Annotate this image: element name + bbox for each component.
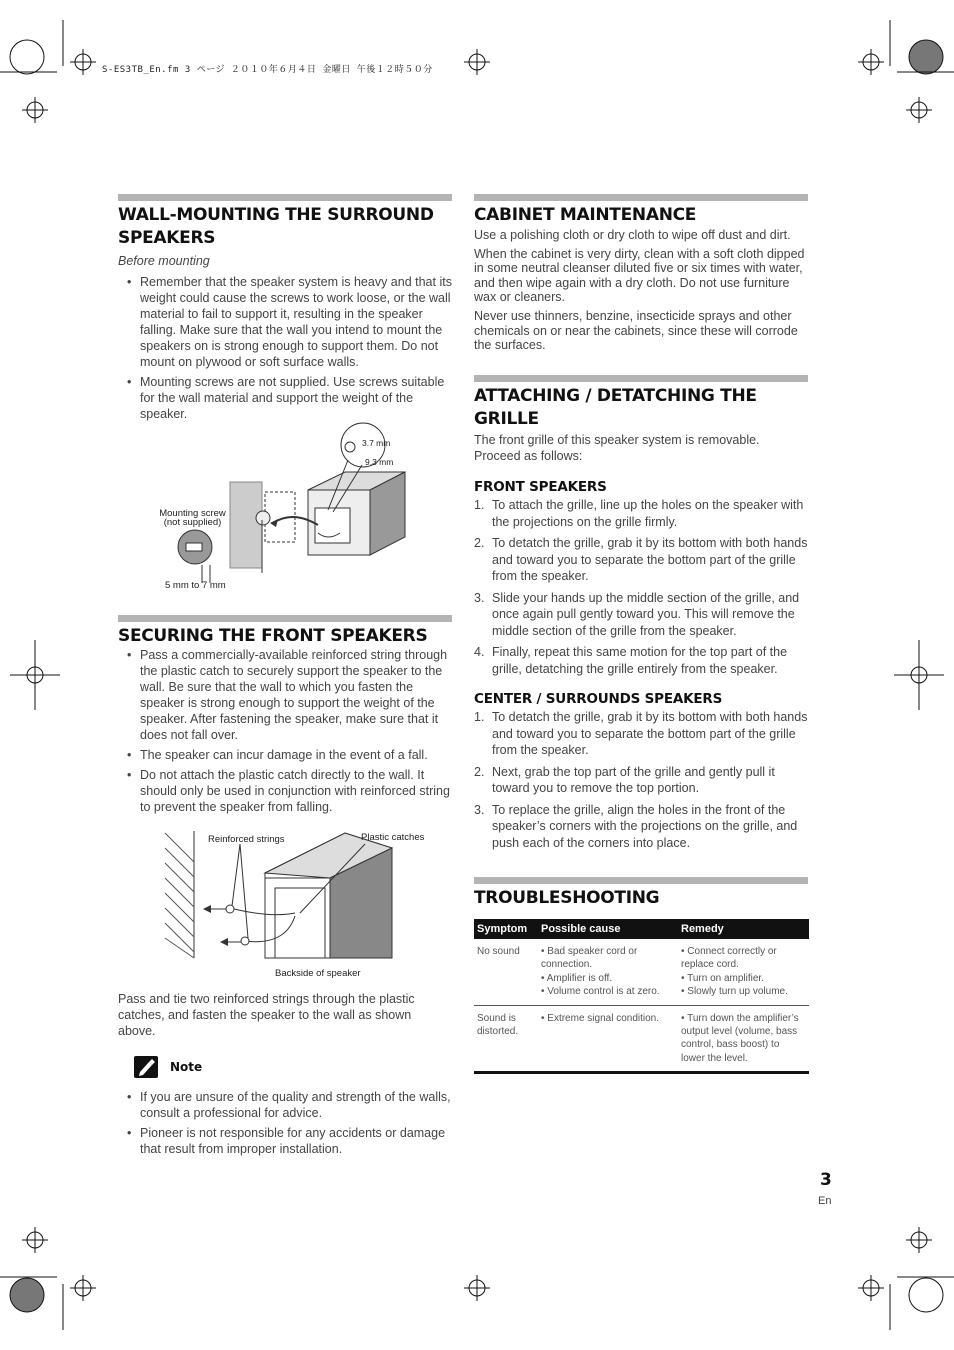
note-icon — [134, 1056, 158, 1078]
table-header-row — [474, 919, 809, 939]
wall-mount-figure — [150, 415, 450, 595]
subsection-title: CENTER / SURROUNDS SPEAKERS — [474, 691, 723, 707]
step-item: 3. To replace the grille, align the holes in the front of the speaker’s corners with the projections on the grille, and push each of the corners into place. — [474, 802, 798, 850]
step-item: 1. To detatch the grille, grab it by its bottom with both hands and toward you to separate the bottom part of the grille from the speaker. — [474, 710, 808, 757]
language-label: En — [818, 1195, 832, 1207]
bullet-item: • Pioneer is not responsible for any accidents or damage that result from improper installation. — [118, 1125, 452, 1157]
cause-item: • Amplifier is off. — [541, 972, 613, 984]
figure-label — [155, 509, 230, 527]
column-header: Possible cause — [538, 919, 678, 939]
cell-symptom: No sound — [474, 939, 538, 1005]
troubleshooting-table — [474, 919, 809, 1074]
section-title: TROUBLESHOOTING — [474, 888, 660, 908]
table-row — [474, 1005, 809, 1073]
label-depth: 5 mm to 7 mm — [165, 580, 226, 591]
section-title: WALL-MOUNTING THE SURROUND SPEAKERS — [118, 205, 434, 248]
table-row — [474, 939, 809, 1005]
bullet-item: • The speaker can incur damage in the event of a fall. — [118, 747, 452, 763]
note-list — [118, 1089, 452, 1161]
paragraph: Use a polishing cloth or dry cloth to wipe off dust and dirt. — [474, 228, 791, 242]
remedy-item: • Turn on amplifier. — [681, 972, 764, 984]
bullet-item: • If you are unsure of the quality and strength of the walls, consult a professional for advice. — [118, 1089, 452, 1121]
label-reinforced-strings: Reinforced strings — [208, 834, 285, 845]
label-3-7mm: 3.7 mm — [362, 438, 391, 448]
cell-symptom: Sound is distorted. — [474, 1005, 538, 1073]
cause-item: • Volume control is at zero. — [541, 986, 660, 998]
section-bar — [474, 375, 808, 382]
note-title: Note — [170, 1060, 203, 1074]
cell-causes — [538, 939, 678, 1005]
step-item: 2. To detatch the grille, grab it by its bottom with both hands and toward you to separate the bottom part of the grille from the speaker. — [474, 536, 808, 583]
bullet-item: • Mounting screws are not supplied. Use screws suitable for the wall material and support the weight of the speaker. — [118, 374, 452, 422]
cell-causes — [538, 1005, 678, 1073]
section-grille — [474, 385, 808, 856]
remedy-item: • Connect correctly or replace cord. — [681, 946, 777, 971]
label-mounting-screw: Mounting screw — [159, 508, 226, 519]
section-bar — [474, 194, 808, 201]
section-cabinet — [474, 204, 808, 353]
cause-item: • Extreme signal condition. — [541, 1012, 660, 1024]
paragraph: Pass and tie two reinforced strings through the plastic catches, and fasten the speaker to the wall as shown above. — [118, 992, 415, 1038]
label-backside: Backside of speaker — [275, 968, 361, 979]
section-title: SECURING THE FRONT SPEAKERS — [118, 626, 428, 646]
section-title: CABINET MAINTENANCE — [474, 205, 697, 225]
remedy-item: • Slowly turn up volume. — [681, 986, 788, 998]
strings-figure — [160, 828, 400, 968]
cell-remedies — [678, 1005, 809, 1073]
column-header: Remedy — [678, 919, 809, 939]
section-troubleshooting — [474, 887, 809, 1074]
paragraph: When the cabinet is very dirty, clean with a soft cloth dipped in some neutral cleanser diluted five or six times with water, and then wipe again with a dry cloth. Do not use furniture wax or cleaners. — [474, 246, 805, 305]
section-title: ATTACHING / DETATCHING THE GRILLE — [474, 386, 757, 429]
label-not-supplied: (not supplied) — [163, 517, 222, 528]
section-wall-mounting — [118, 204, 452, 426]
cause-item: • Bad speaker cord or connection. — [541, 946, 638, 971]
step-item: 1. To attach the grille, line up the holes on the speaker with the projections on the grille firmly. — [474, 498, 804, 529]
page-number: 3 — [820, 1170, 832, 1190]
section-bar — [118, 194, 452, 201]
column-header: Symptom — [474, 919, 538, 939]
step-item: 2. Next, grab the top part of the grille and gently pull it toward you to remove the top portion. — [474, 764, 775, 795]
file-header: S-ES3TB_En.fm 3 ページ ２０１０年６月４日 金曜日 午後１２時５０分 — [102, 65, 433, 75]
step-item: 3. Slide your hands up the middle section of the grille, and once again pull gently toward you. This will remove the middle section of the grille from the speaker. — [474, 590, 800, 638]
bullet-item: • Remember that the speaker system is heavy and that its weight could cause the screws to work loose, or the wall material to fail to support it, resulting in the speaker falling. Make sure that the wall you intend to mount the speakers on is strong enough to support them. Do not mount on plywood or soft surface walls. — [118, 274, 452, 370]
label-9-3mm: 9.3 mm — [365, 457, 394, 467]
paragraph: The front grille of this speaker system is removable. Proceed as follows: — [474, 433, 760, 463]
section-bar — [474, 877, 808, 884]
section-securing — [118, 625, 452, 819]
remedy-item: • Turn down the amplifier’s output level (volume, bass control, bass boost) to lower the level. — [681, 1012, 799, 1064]
cell-remedies — [678, 939, 809, 1005]
step-item: 4. Finally, repeat this same motion for the top part of the grille, detatching the grille entirely from the speaker. — [474, 645, 788, 676]
subtitle: Before mounting — [118, 254, 210, 268]
subsection-title: FRONT SPEAKERS — [474, 479, 607, 495]
label-plastic-catches: Plastic catches — [361, 832, 425, 843]
paragraph: Never use thinners, benzine, insecticide sprays and other chemicals on or near the cabinets, since these will corrode the surfaces. — [474, 308, 798, 353]
bullet-item: • Pass a commercially-available reinforced string through the plastic catch to securely support the speaker to the wall. Be sure that the wall to which you fasten the speaker is strong enough to support the weight of the speaker. After fastening the speaker, make sure that it does not fall over. — [118, 647, 452, 743]
securing-after-text — [118, 991, 452, 1039]
bullet-item: • Do not attach the plastic catch directly to the wall. It should only be used in conjunction with reinforced string to prevent the speaker from falling. — [118, 767, 452, 815]
section-bar — [118, 615, 452, 622]
